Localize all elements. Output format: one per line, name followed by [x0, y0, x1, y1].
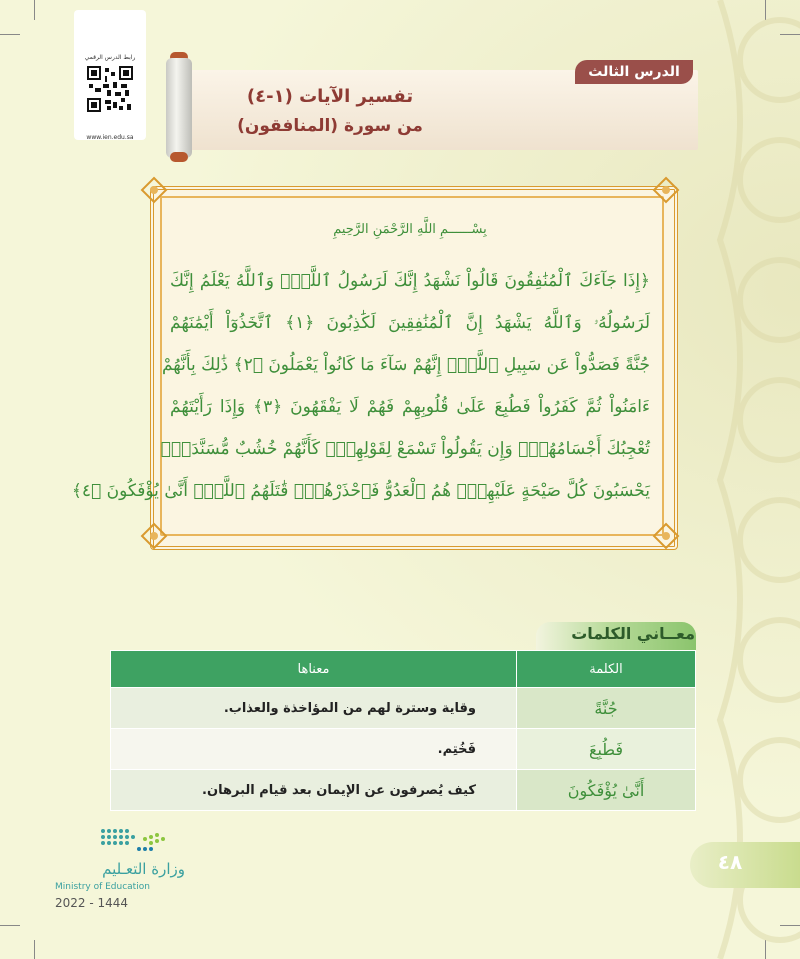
page-number: ٤٨ [717, 850, 743, 874]
ministry-logo-icon [95, 825, 175, 861]
table-header-row [111, 651, 696, 688]
meanings-title: معــاني الكلمات [571, 624, 695, 643]
verse-line: تُعْجِبُكَ أَجْسَامُهُمْۖ وَإِن يَقُولُواْ تَسْمَعْ لِقَوْلِهِمْۖ كَأَنَّهُمْ خُشُبٌ مُّسَنَّدَةٌۖ [160, 439, 650, 459]
edition-year: 2022 - 1444 [55, 896, 129, 910]
qr-caption: رابط الدرس الرقمي [84, 54, 136, 61]
word-cell: جُنَّةً [517, 688, 696, 729]
ornament-corner-icon [140, 522, 168, 550]
meaning-cell: كيف يُصرفون عن الإيمان بعد قيام البرهان. [111, 770, 517, 811]
table-row [111, 688, 696, 729]
qr-code-icon[interactable] [87, 66, 133, 112]
lesson-number-tab: الدرس الثالث [575, 60, 693, 84]
scroll-roll-cap [170, 152, 188, 162]
verse-line: يَحْسَبُونَ كُلَّ صَيْحَةٍ عَلَيْهِمْۚ هُمُ ٱلْعَدُوُّ فَٱحْذَرْهُمْۚ قَٰتَلَهُمُ ٱللَّهُۖ أَنَّىٰ يُؤْفَكُونَ ﴿٤﴾ [71, 481, 650, 501]
table-row [111, 729, 696, 770]
crop-mark [0, 925, 20, 926]
ministry-name-ar: وزارة التعـليم [102, 860, 185, 878]
table-row [111, 770, 696, 811]
word-cell: فَطُبِعَ [517, 729, 696, 770]
qr-url[interactable]: www.ien.edu.sa [86, 134, 134, 141]
scroll-roll [166, 58, 192, 158]
ornament-corner-icon [652, 522, 680, 550]
crop-mark [0, 34, 20, 35]
meaning-cell: فَخُتِم. [111, 729, 517, 770]
verse-line: ءَامَنُواْ ثُمَّ كَفَرُواْ فَطُبِعَ عَلَىٰ قُلُوبِهِمْ فَهُمْ لَا يَفْقَهُونَ ﴿٣﴾ وَإِذَا رَأَيْتَهُمْ [170, 397, 650, 417]
verse-line: جُنَّةً فَصَدُّواْ عَن سَبِيلِ ٱللَّهِۚ إِنَّهُمْ سَآءَ مَا كَانُواْ يَعْمَلُونَ ﴿٢﴾ ذَٰلِكَ بِأَنَّهُمْ [161, 355, 650, 375]
verse-line: لَرَسُولُهُۥ وَٱللَّهُ يَشْهَدُ إِنَّ ٱلْمُنَٰفِقِينَ لَكَٰذِبُونَ ﴿١﴾ ٱتَّخَذُوٓاْ أَيْمَٰنَهُمْ [170, 313, 651, 333]
header-word: الكلمة [517, 651, 696, 688]
header-meaning: معناها [111, 651, 517, 688]
crop-mark [34, 940, 35, 959]
lesson-title: تفسير الآيات (١-٤) [246, 86, 414, 107]
qr-card[interactable] [74, 10, 146, 140]
ornament-corner-icon [652, 176, 680, 204]
basmala: بِسْــــــمِ اللَّهِ الرَّحْمَنِ الرَّحِيمِ [333, 222, 487, 237]
lesson-subtitle: من سورة (المنافقون) [237, 116, 423, 136]
meanings-table [110, 650, 696, 811]
ornament-corner-icon [140, 176, 168, 204]
word-cell: أَنَّىٰ يُؤْفَكُونَ [517, 770, 696, 811]
crop-mark [34, 0, 35, 20]
verse-line: ﴿إِذَا جَآءَكَ ٱلْمُنَٰفِقُونَ قَالُواْ نَشْهَدُ إِنَّكَ لَرَسُولُ ٱللَّهِۗ وَٱللَّهُ يَعْلَمُ إِنَّكَ [170, 271, 650, 291]
ministry-name-en: Ministry of Education [55, 882, 150, 892]
meaning-cell: وقاية وسترة لهم من المؤاخذة والعذاب. [111, 688, 517, 729]
